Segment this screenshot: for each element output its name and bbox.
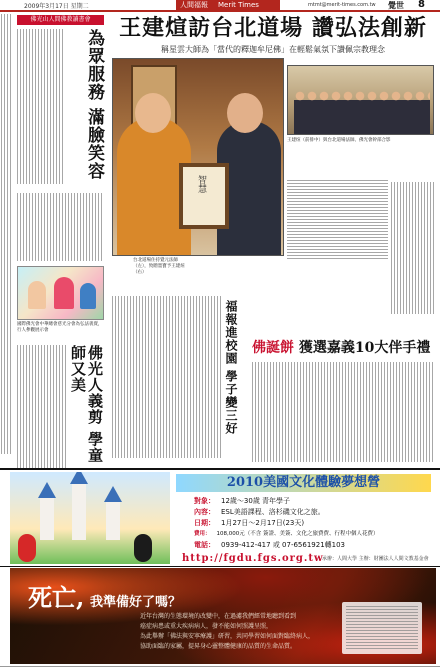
awards-title: 獲選嘉義10大伴手禮 (298, 340, 431, 356)
camp-phone-label: 電話： (194, 541, 215, 549)
cartoon-character (134, 534, 152, 562)
person-figure (28, 281, 46, 309)
person-figure (54, 277, 74, 309)
left-margin-text (0, 14, 14, 469)
camp-date (194, 518, 304, 528)
camp-title: 2010美國文化體驗夢想營 (176, 474, 431, 492)
left-body-copy-3 (17, 345, 67, 469)
camp-fee-value: 108,000元（不含 簽證、美簽、文化之旅費費、行程中個人花費） (216, 531, 379, 537)
left-body-copy-2 (17, 193, 104, 261)
hospice-headline-small: 我準備好了嗎？ (89, 595, 181, 610)
awards-prefix: 佛誕餅 (252, 340, 294, 356)
camp-date-value: 1月27日～2月17日(23天) (221, 519, 305, 527)
guest-head (227, 93, 263, 133)
hospice-text-line: 近年台灣的生態環境的改變中，在過濾我們經常地聽到看到 (140, 613, 297, 620)
left-body-copy (17, 29, 63, 184)
website: mtmt@merit-times.com.tw (308, 2, 376, 8)
right-body-column (391, 182, 434, 314)
awards-headline (252, 338, 434, 358)
page-footer-rule (0, 666, 440, 667)
divider (0, 566, 440, 567)
person-figure (80, 283, 96, 309)
sub-story-body (112, 296, 222, 458)
hospice-text-line: 癌症病患或重大疾病病人，發不能如何照護呈照， (140, 623, 273, 630)
castle-tower (106, 502, 120, 540)
awards-body-copy (252, 362, 434, 462)
hospice-text-line: 協助面臨的家屬，提昇身心靈整體健康的品質的生命品質。 (140, 643, 297, 650)
group-people (294, 88, 430, 134)
hospice-info-box (342, 602, 422, 654)
camp-phone-value: 0939-412-417 或 07-6561921轉103 (221, 541, 346, 549)
castle-roof (104, 486, 122, 502)
hospice-headline-big: 死亡, (28, 583, 85, 612)
hospice-headline (28, 578, 181, 613)
castle-roof (38, 482, 56, 498)
left-photo-caption: 國際佛光會中華總會慈光分會為弘法義賣，行人參觀展示會 (17, 322, 103, 333)
group-photo-caption: 王建煊（前排中）與台北道場法師、佛光會幹部合影 (287, 138, 391, 143)
page-number: 8 (418, 0, 425, 10)
info-copy (346, 606, 418, 650)
monk-head (135, 93, 171, 133)
body-copy (391, 182, 434, 314)
publication-date: 2009年3月17日 星期二 (24, 3, 89, 10)
camp-url: http://fgdu.fgs.org.tw (182, 553, 324, 564)
camp-content-value: ESL美語課程、洛杉磯文化之旅。 (221, 508, 325, 516)
masthead-title: 人間福報 (180, 1, 208, 9)
left-headline-2: 佛光人義剪 學童師又美 (69, 345, 104, 464)
page-header (0, 0, 440, 12)
camp-date-label: 日期： (194, 519, 215, 527)
divider (0, 468, 440, 470)
camp-advertisement (10, 472, 436, 564)
camp-target-value: 12歲～30歲 青年學子 (221, 497, 291, 505)
castle-illustration (10, 472, 170, 564)
camp-organizer: 承辦：人間大學 主辦：財團法人人間文教基金會 (322, 556, 429, 562)
hospice-advertisement (10, 568, 436, 664)
masthead-english: Merit Times (218, 1, 259, 9)
left-headline: 為眾服務 滿臉笑容 (84, 29, 104, 180)
left-photo (17, 266, 104, 320)
main-photo-caption: 台北道場住持覺元法師（左），致贈墨寶予王建煊（右） (133, 258, 185, 275)
camp-content-label: 內容： (194, 508, 215, 516)
calligraphy-frame (179, 163, 229, 229)
main-body-copy (287, 180, 388, 260)
castle-tower (72, 484, 86, 540)
section-name: 覺世 (388, 1, 404, 10)
castle-tower (40, 498, 54, 540)
left-column (17, 15, 104, 469)
camp-fee-label: 費用： (194, 531, 211, 537)
camp-target (194, 496, 290, 506)
hospice-text-line: 為此舉辦「佛法與安寧療護」研習，共同學習如何面對臨終病人， (140, 633, 315, 640)
main-subhead: 稱星雲大師為「當代的釋迦牟尼佛」在輕鬆氣氛下讚佩宗教理念 (161, 45, 385, 54)
body-copy (1, 14, 13, 454)
castle-roof (70, 472, 88, 484)
sub-story-headline: 福報進校園 學子變三好 (224, 300, 238, 436)
main-photo (112, 58, 284, 256)
column-label: 佛光山人間佛教讀書會 (17, 15, 104, 25)
camp-content (194, 507, 325, 517)
calligraphy-text: 智慧 (196, 175, 206, 193)
camp-phone (194, 540, 345, 550)
camp-target-label: 對象： (194, 497, 215, 505)
cartoon-character (18, 534, 36, 562)
group-photo (287, 65, 434, 135)
camp-fee (194, 529, 379, 539)
main-headline: 王建煊訪台北道場 讚弘法創新 (119, 15, 427, 41)
